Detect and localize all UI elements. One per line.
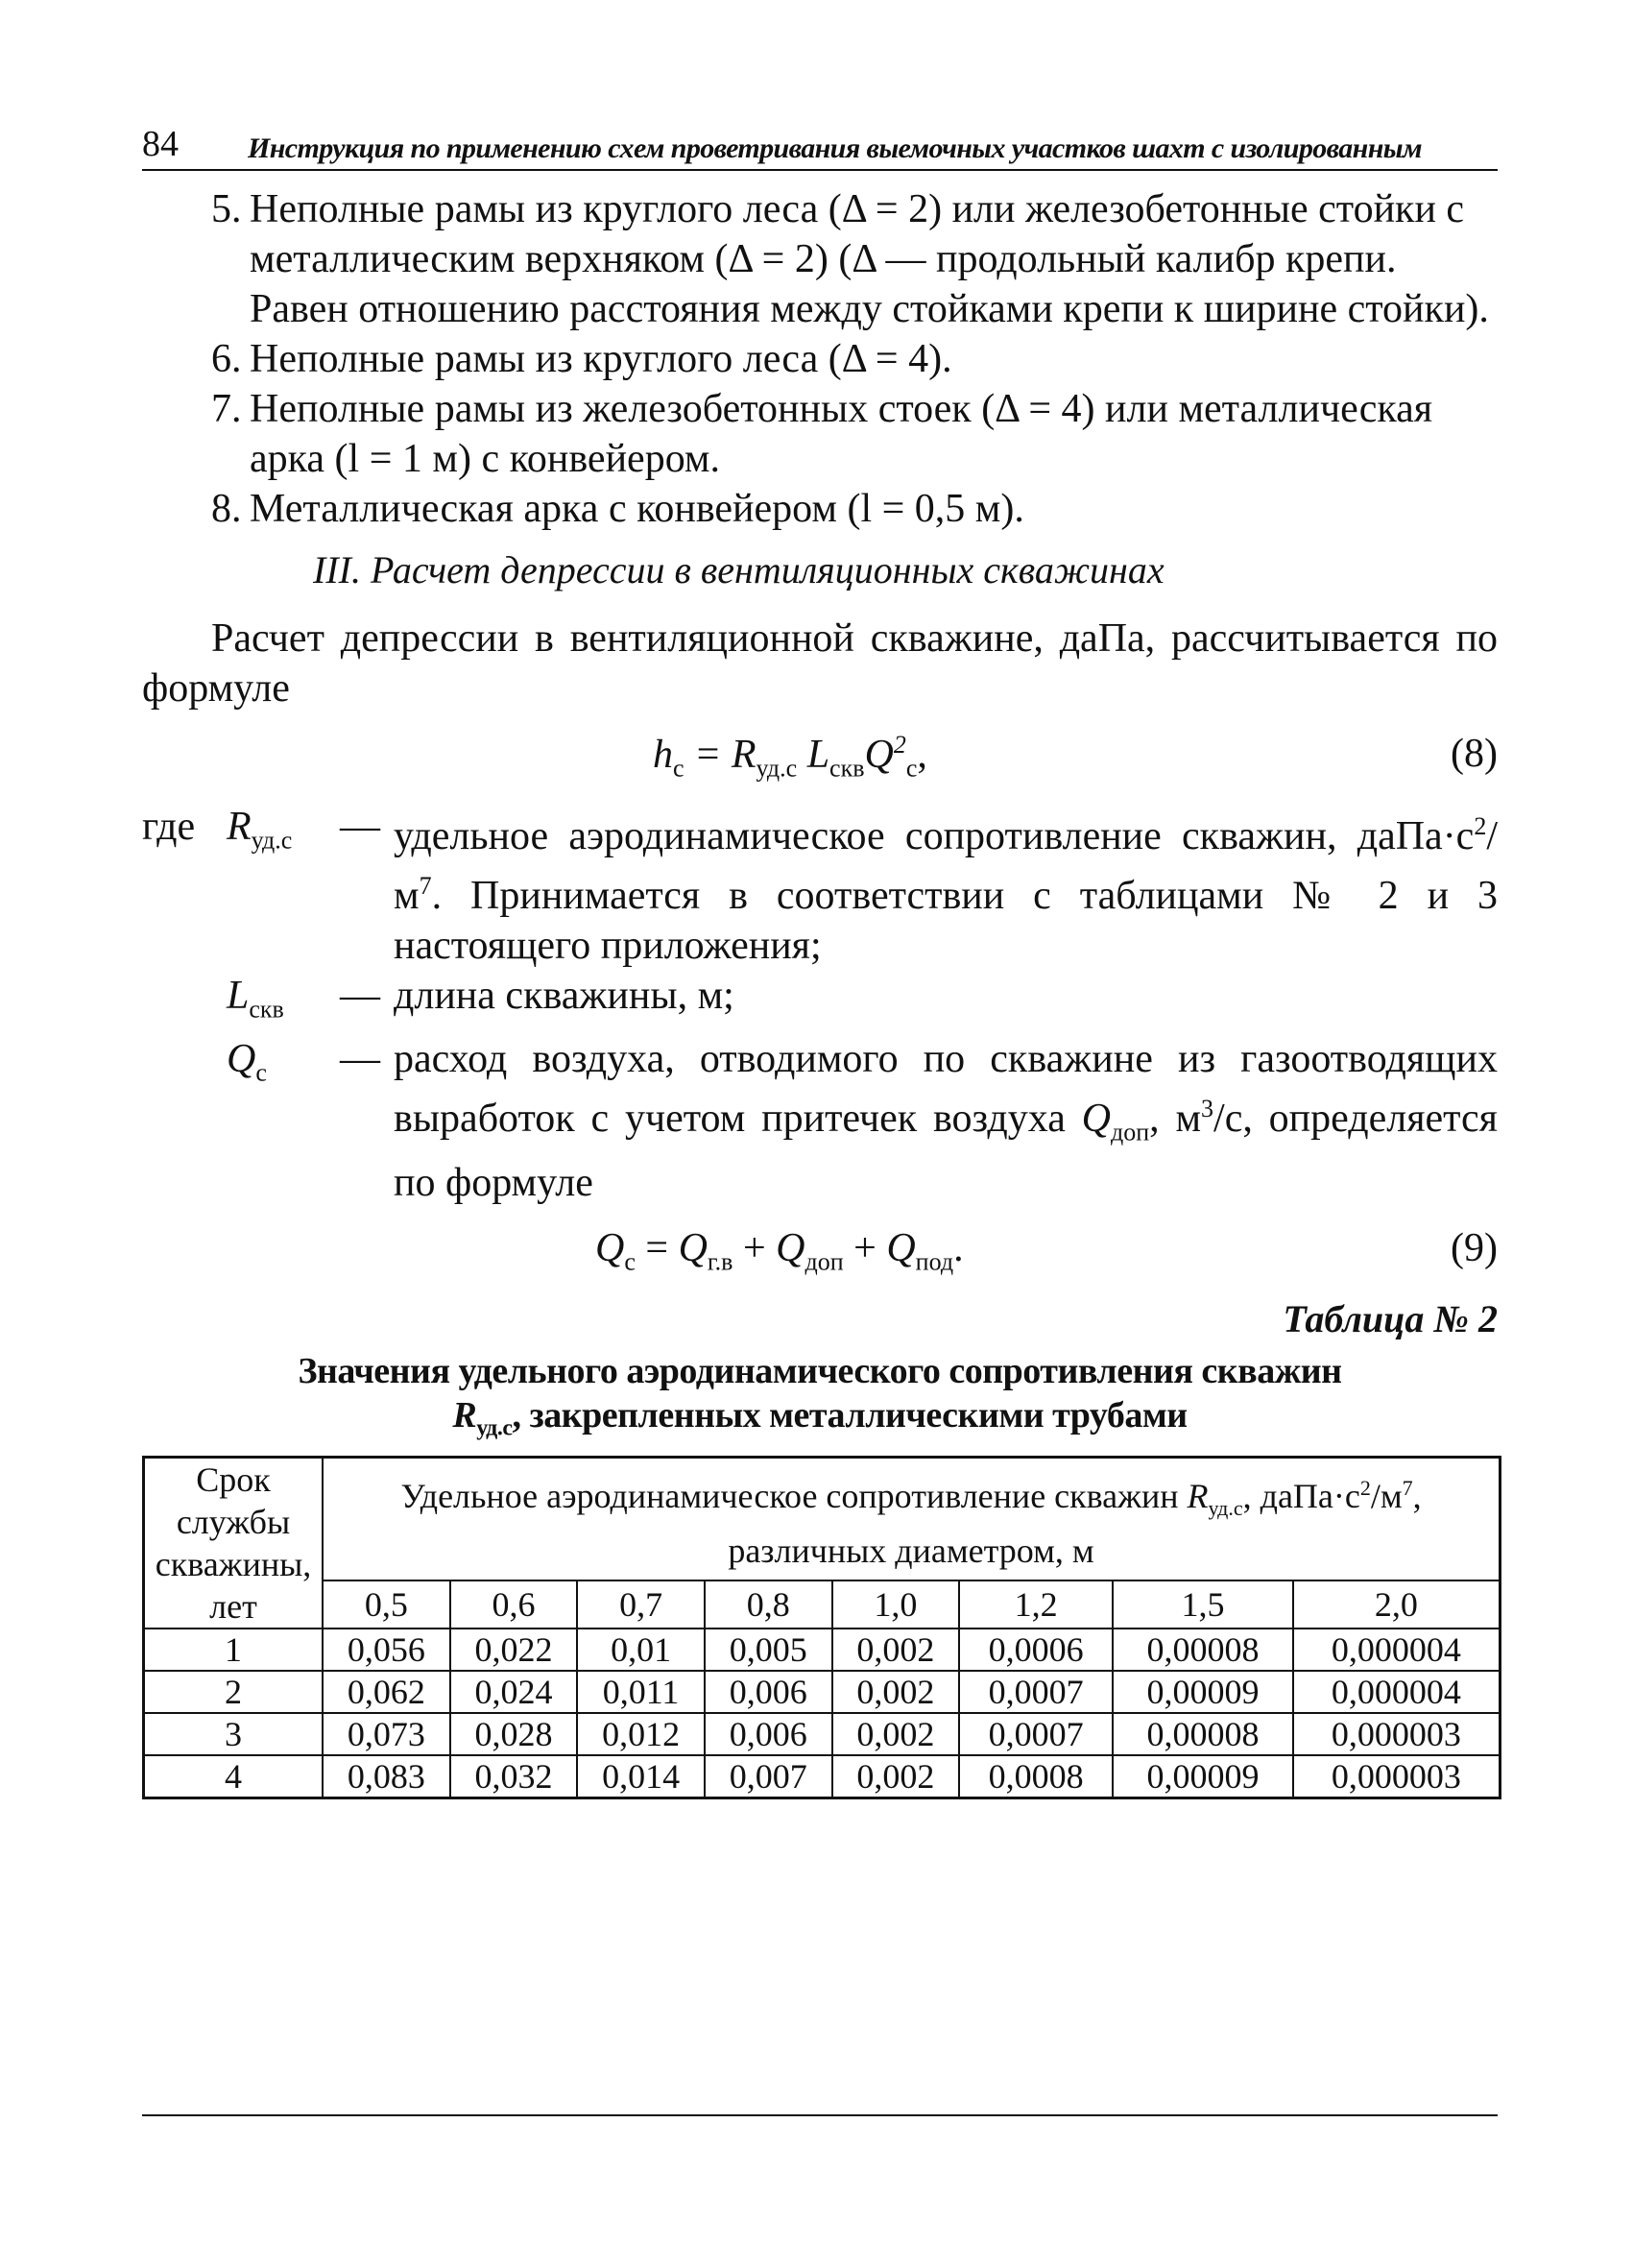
resistance-cell: 0,022 bbox=[450, 1629, 578, 1671]
table-body bbox=[144, 1629, 1501, 1798]
resistance-cell: 0,073 bbox=[323, 1713, 450, 1755]
table-row bbox=[144, 1713, 1501, 1755]
list-item-text: Неполные рамы из круглого леса (Δ = 4). bbox=[250, 337, 952, 381]
resistance-cell: 0,002 bbox=[832, 1713, 960, 1755]
definition-l-text: длина скважины, м; bbox=[394, 974, 734, 1018]
resistance-cell: 0,002 bbox=[832, 1755, 960, 1798]
formula-8 bbox=[142, 731, 1498, 792]
running-title: Инструкция по применению схем проветривания выемочных участков шахт с изолированным bbox=[248, 133, 1422, 164]
resistance-cell: 0,000004 bbox=[1293, 1629, 1501, 1671]
definition-l bbox=[142, 971, 1498, 1034]
resistance-cell: 0,024 bbox=[450, 1671, 578, 1713]
resistance-cell: 0,0007 bbox=[959, 1713, 1113, 1755]
dash: — bbox=[340, 974, 380, 1018]
formula-9-expression: $Q_с = Q_{г.в} + Q_{доп} + Q_{под}$. bbox=[595, 1225, 964, 1276]
service-life-cell: 1 bbox=[144, 1629, 324, 1671]
resistance-cell: 0,002 bbox=[832, 1629, 960, 1671]
dash: — bbox=[340, 805, 380, 849]
resistance-cell: 0,005 bbox=[705, 1629, 832, 1671]
resistance-cell: 0,0008 bbox=[959, 1755, 1113, 1798]
resistance-cell: 0,00008 bbox=[1113, 1713, 1293, 1755]
symbol-q: $Q_с$ bbox=[227, 1037, 267, 1087]
resistance-cell: 0,000003 bbox=[1293, 1713, 1501, 1755]
resistance-cell: 0,000003 bbox=[1293, 1755, 1501, 1798]
definitions bbox=[142, 802, 1498, 1208]
definition-q bbox=[142, 1034, 1498, 1207]
table-row bbox=[144, 1755, 1501, 1798]
resistance-cell: 0,032 bbox=[450, 1755, 578, 1798]
definition-q-text: расход воздуха, отводимого по скважине из газоотводящих выработок с учетом притечек воздуха $Q_{доп}$, $м^3/с$, определяется по формуле bbox=[394, 1037, 1498, 1205]
definition-r bbox=[142, 802, 1498, 971]
table-caption bbox=[142, 1349, 1498, 1451]
symbol-l: $L_{скв}$ bbox=[227, 974, 284, 1024]
table-caption-line1: Значения удельного аэродинамического сопротивления скважин bbox=[298, 1350, 1342, 1391]
list-item-text: Неполные рамы из железобетонных стоек (Δ = 4) или металлическая арка (l = 1 м) с конвейером. bbox=[250, 387, 1433, 481]
list-item-number: 8. bbox=[211, 487, 242, 531]
resistance-cell: 0,028 bbox=[450, 1713, 578, 1755]
diameter-header: 1,2 bbox=[959, 1580, 1113, 1629]
list-item bbox=[211, 384, 1498, 484]
resistance-cell: 0,014 bbox=[577, 1755, 705, 1798]
equation-number-8: (8) bbox=[1451, 732, 1498, 776]
diameter-header: 2,0 bbox=[1293, 1580, 1501, 1629]
resistance-cell: 0,002 bbox=[832, 1671, 960, 1713]
formula-8-expression: $h_с = R_{уд.с}$ $L_{скв}Q^2_с$, bbox=[653, 731, 927, 783]
resistance-cell: 0,062 bbox=[323, 1671, 450, 1713]
resistance-cell: 0,00008 bbox=[1113, 1629, 1293, 1671]
definition-r-text: удельное аэродинамическое сопротивление скважин, $даПа\cdot с^2/м^7$. Принимается в соответствии с таблицами № 2 и 3 настоящего приложения; bbox=[394, 812, 1498, 968]
equation-number-9: (9) bbox=[1451, 1225, 1498, 1270]
numbered-list bbox=[142, 184, 1498, 534]
resistance-table bbox=[142, 1456, 1501, 1799]
diameter-header: 0,6 bbox=[450, 1580, 578, 1629]
page-header bbox=[142, 123, 1498, 171]
intro-paragraph: Расчет депрессии в вентиляционной скважине, даПа, рассчитывается по формуле bbox=[142, 616, 1498, 711]
resistance-cell: 0,0006 bbox=[959, 1629, 1113, 1671]
list-item-number: 6. bbox=[211, 337, 242, 381]
service-life-cell: 2 bbox=[144, 1671, 324, 1713]
formula-9 bbox=[142, 1225, 1498, 1287]
diameter-header: 1,0 bbox=[832, 1580, 960, 1629]
list-item bbox=[211, 484, 1498, 534]
bottom-rule bbox=[142, 2114, 1498, 2116]
symbol-r: $R_{уд.с}$ bbox=[227, 805, 293, 855]
diameter-header: 0,8 bbox=[705, 1580, 832, 1629]
list-item-text: Неполные рамы из круглого леса (Δ = 2) или железобетонные стойки с металлическим верхняком (Δ = 2) (Δ — продольный калибр крепи. Равен отношению расстояния между стойками крепи к ширине стойки). bbox=[250, 187, 1489, 331]
service-life-cell: 3 bbox=[144, 1713, 324, 1755]
where-label: где bbox=[142, 805, 196, 849]
list-item-number: 7. bbox=[211, 387, 242, 431]
resistance-cell: 0,01 bbox=[577, 1629, 705, 1671]
resistance-cell: 0,011 bbox=[577, 1671, 705, 1713]
resistance-cell: 0,00009 bbox=[1113, 1671, 1293, 1713]
page-number: 84 bbox=[142, 124, 179, 164]
col-header-service-life: Срок службы скважины, лет bbox=[144, 1458, 324, 1629]
list-item-text: Металлическая арка с конвейером (l = 0,5 м). bbox=[250, 487, 1024, 531]
resistance-cell: 0,0007 bbox=[959, 1671, 1113, 1713]
resistance-cell: 0,006 bbox=[705, 1713, 832, 1755]
service-life-cell: 4 bbox=[144, 1755, 324, 1798]
diameter-header: 1,5 bbox=[1113, 1580, 1293, 1629]
table-number: Таблица № 2 bbox=[1283, 1296, 1498, 1340]
dash: — bbox=[340, 1037, 380, 1082]
resistance-cell: 0,083 bbox=[323, 1755, 450, 1798]
section-title: III. Расчет депрессии в вентиляционных скважинах bbox=[313, 548, 1165, 591]
diameter-header: 0,5 bbox=[323, 1580, 450, 1629]
resistance-cell: 0,007 bbox=[705, 1755, 832, 1798]
resistance-cell: 0,000004 bbox=[1293, 1671, 1501, 1713]
list-item-number: 5. bbox=[211, 187, 242, 231]
page bbox=[142, 123, 1498, 1799]
list-item bbox=[211, 334, 1498, 384]
resistance-cell: 0,012 bbox=[577, 1713, 705, 1755]
table-caption-line2: $R_{уд.с}$, закрепленных металлическими трубами bbox=[452, 1394, 1188, 1441]
group-header: Удельное аэродинамическое сопротивление скважин $R_{уд.с}$, $даПа\cdot с^2/м^7$, различных диаметром, м bbox=[323, 1458, 1501, 1580]
table-row bbox=[144, 1629, 1501, 1671]
resistance-cell: 0,00009 bbox=[1113, 1755, 1293, 1798]
diameter-header-row bbox=[144, 1580, 1501, 1629]
diameter-header: 0,7 bbox=[577, 1580, 705, 1629]
resistance-cell: 0,006 bbox=[705, 1671, 832, 1713]
resistance-cell: 0,056 bbox=[323, 1629, 450, 1671]
table-row bbox=[144, 1671, 1501, 1713]
list-item bbox=[211, 184, 1498, 334]
